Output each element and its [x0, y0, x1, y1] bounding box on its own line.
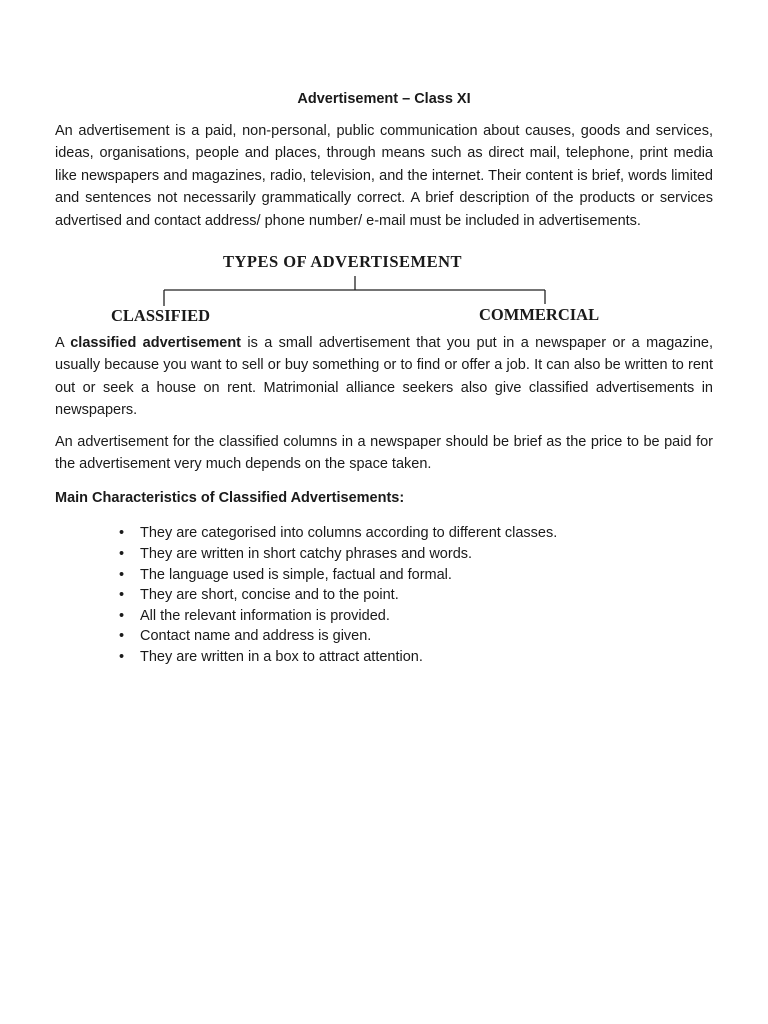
list-item	[119, 565, 713, 586]
bullet-icon: •	[119, 546, 125, 563]
bullet-icon: •	[119, 607, 125, 624]
list-item-text: They are written in short catchy phrases and words.	[140, 546, 473, 563]
list-item	[119, 523, 713, 544]
document-title: Advertisement – Class XI	[297, 91, 471, 107]
list-item-text: They are categorised into columns according to different classes.	[140, 525, 558, 542]
diagram-right-label: COMMERCIAL	[479, 305, 600, 325]
characteristics-list	[55, 523, 713, 667]
classified-rest: is a small advertisement that you put in a newspaper or a magazine, usually because you want to sell or buy something or to find or offer a job. It can also be written to rent out or seek a house on rent. Matrimonial alliance seekers also give classified advertisements in newspapers.	[55, 335, 713, 419]
bullet-icon: •	[119, 587, 125, 604]
columns-paragraph: An advertisement for the classified columns in a newspaper should be brief as the price to be paid for the advertisement very much depends on the space taken.	[55, 433, 713, 473]
classified-paragraph	[55, 332, 713, 422]
classified-lead: A	[55, 335, 71, 352]
list-item	[119, 626, 713, 647]
intro-paragraph: An advertisement is a paid, non-personal, public communication about causes, goods and services, ideas, organisations, people and places, through means such as direct mail, telephone, print media like newspapers and magazines, radio, television, and the internet. Their content is brief, words limited and sentences not necessarily grammatically correct. A brief description of the products or services advertised and contact address/ phone number/ e-mail must be included in advertisements.	[55, 123, 713, 229]
list-item-text: They are short, concise and to the point.	[140, 587, 399, 604]
types-diagram	[55, 246, 713, 324]
list-item-text: The language used is simple, factual and formal.	[140, 566, 452, 583]
list-item-text: They are written in a box to attract attention.	[140, 649, 423, 666]
list-item-text: Contact name and address is given.	[140, 628, 372, 645]
list-item	[119, 544, 713, 565]
classified-term: classified advertisement	[70, 335, 242, 352]
characteristics-heading: Main Characteristics of Classified Advertisements:	[55, 490, 405, 507]
list-item-text: All the relevant information is provided.	[140, 607, 390, 624]
bullet-icon: •	[119, 628, 125, 645]
list-item	[119, 647, 713, 668]
bullet-icon: •	[119, 525, 125, 542]
bullet-icon: •	[119, 649, 125, 666]
list-item	[119, 585, 713, 606]
diagram-left-label: CLASSIFIED	[111, 306, 211, 326]
document-page	[55, 88, 713, 668]
list-item	[119, 606, 713, 627]
bullet-icon: •	[119, 566, 125, 583]
diagram-heading: TYPES OF ADVERTISEMENT	[223, 252, 463, 272]
